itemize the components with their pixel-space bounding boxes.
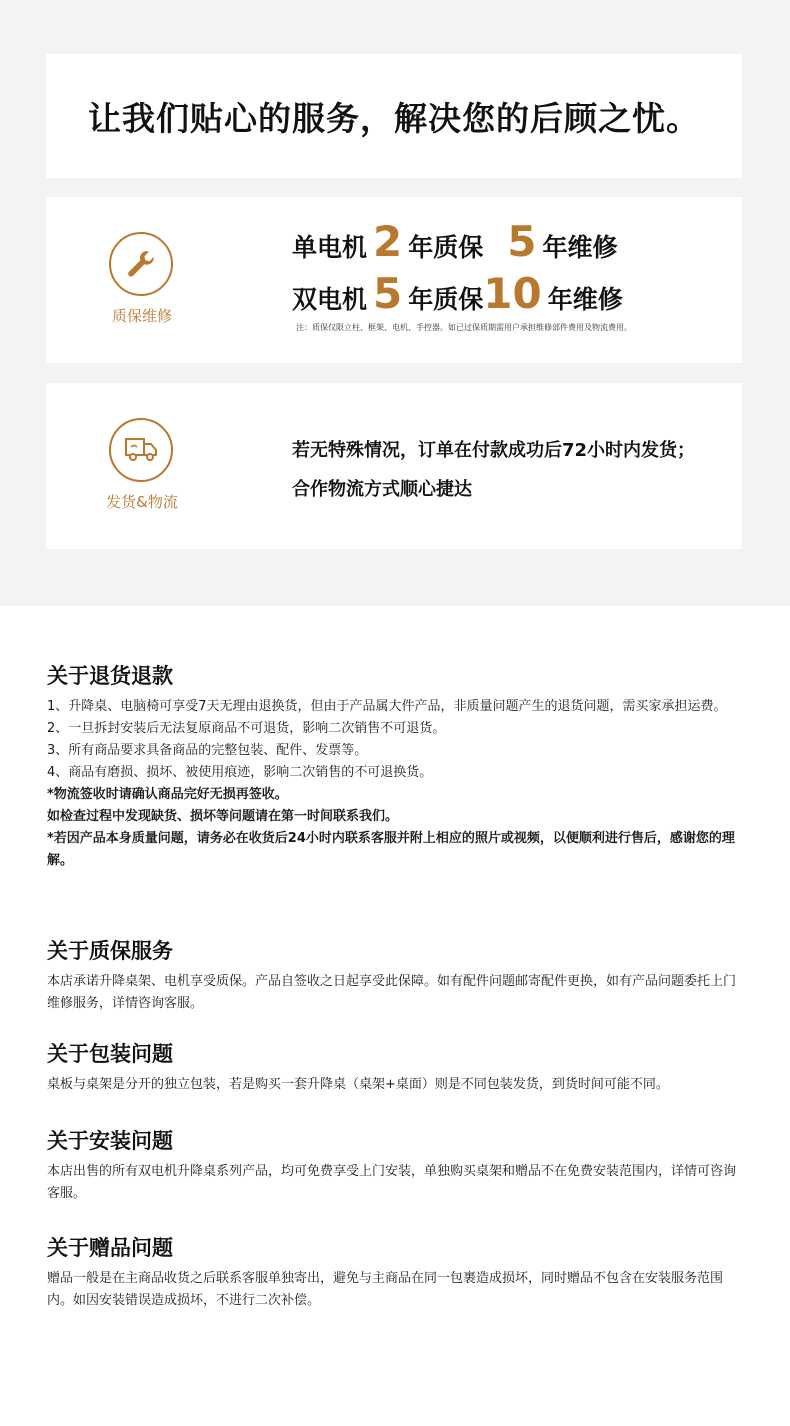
- list-item: 如检查过程中发现缺货、损坏等问题请在第一时间联系我们。: [47, 809, 399, 824]
- gifts-section: [47, 1232, 747, 1312]
- section-title: 关于赠品问题: [47, 1236, 173, 1260]
- repair-years: 5: [507, 217, 537, 266]
- repair-years: 10: [483, 269, 542, 318]
- hero-title: 让我们贴心的服务，解决您的后顾之忧。: [88, 98, 700, 138]
- section-text: 桌板与桌架是分开的独立包装，若是购买一套升降桌（桌架+桌面）则是不同包装发货，到货时间可能不同。: [47, 1077, 669, 1092]
- list-item: 1、升降桌、电脑椅可享受7天无理由退换货，但由于产品属大件产品，非质量问题产生的退货问题，需买家承担运费。: [47, 699, 727, 714]
- warranty-service-section: [47, 935, 747, 1015]
- dual-motor-line: [292, 269, 623, 318]
- warranty-years: 2: [373, 217, 403, 266]
- wrench-icon: [109, 232, 173, 296]
- list-item: 3、所有商品要求具备商品的完整包装、配件、发票等。: [47, 743, 368, 758]
- shipping-card: [46, 383, 742, 549]
- repair-text: 年维修: [542, 233, 618, 262]
- list-item: 4、商品有磨损、损坏、被使用痕迹，影响二次销售的不可退换货。: [47, 765, 433, 780]
- returns-section: [47, 660, 747, 872]
- packaging-section: [47, 1038, 747, 1096]
- shipping-line-1: 若无特殊情况，订单在付款成功后72小时内发货；: [292, 440, 696, 461]
- installation-section: [47, 1125, 747, 1205]
- section-title: 关于包装问题: [47, 1042, 173, 1066]
- single-motor-line: [292, 217, 618, 266]
- warranty-label: 质保维修: [111, 307, 172, 325]
- shipping-label: 发货&物流: [106, 493, 178, 511]
- list-item: *物流签收时请确认商品完好无损再签收。: [47, 787, 288, 802]
- motor-type: 单电机: [292, 233, 368, 262]
- section-text: 本店出售的所有双电机升降桌系列产品，均可免费享受上门安装，单独购买桌架和赠品不在免费安装范围内，详情可咨询客服。: [47, 1164, 737, 1201]
- section-text: 本店承诺升降桌架、电机享受质保。产品自签收之日起享受此保障。如有配件问题邮寄配件更换，如有产品问题委托上门维修服务，详情咨询客服。: [47, 974, 737, 1011]
- section-title: 关于安装问题: [47, 1129, 173, 1153]
- section-text: 赠品一般是在主商品收货之后联系客服单独寄出，避免与主商品在同一包裹造成损坏，同时赠品不包含在安装服务范围内。如因安装错误造成损坏，不进行二次补偿。: [47, 1271, 724, 1308]
- warranty-years: 5: [373, 269, 403, 318]
- list-item: 2、一旦拆封安装后无法复原商品不可退货，影响二次销售不可退货。: [47, 721, 446, 736]
- warranty-text: 年质保: [408, 233, 484, 262]
- warranty-text: 年质保: [408, 285, 484, 314]
- shipping-line-2: 合作物流方式顺心捷达: [292, 479, 472, 500]
- hero-banner: [46, 54, 742, 178]
- warranty-note: 注：质保仅限立柱、框架、电机、手控器。如已过保质期需用户承担维修部件费用及物流费用。: [296, 323, 632, 332]
- repair-text: 年维修: [547, 285, 623, 314]
- warranty-card: [46, 197, 742, 363]
- motor-type: 双电机: [292, 285, 368, 314]
- section-title: 关于退货退款: [47, 664, 173, 688]
- list-item: *若因产品本身质量问题，请务必在收货后24小时内联系客服并附上相应的照片或视频，以便顺利进行售后，感谢您的理解。: [47, 831, 735, 868]
- section-title: 关于质保服务: [47, 939, 173, 963]
- truck-icon: [109, 418, 173, 482]
